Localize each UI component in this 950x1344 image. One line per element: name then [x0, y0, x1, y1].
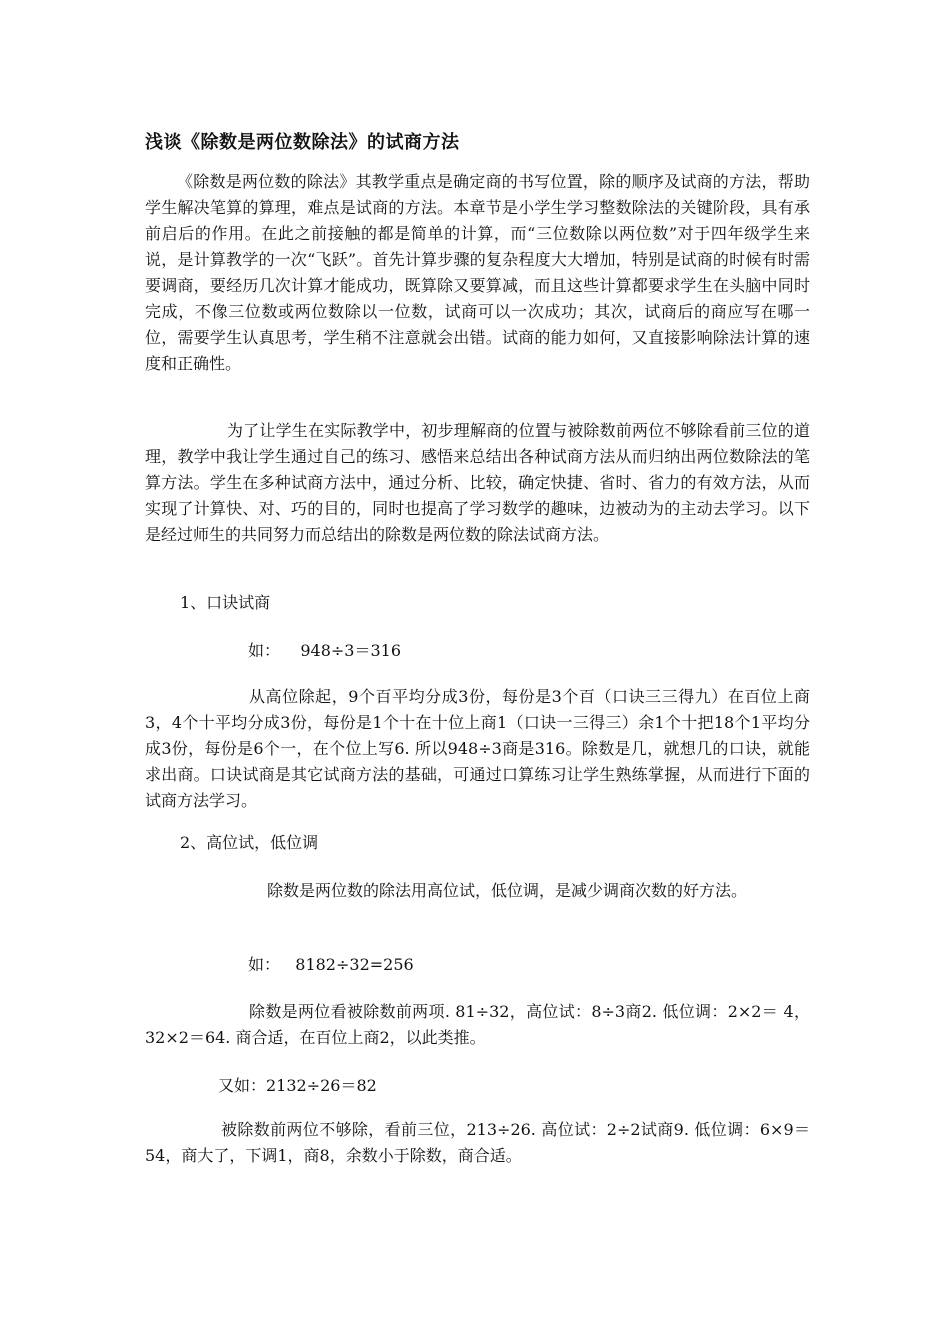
paragraph-method-overview: 为了让学生在实际教学中，初步理解商的位置与被除数前两位不够除看前三位的道理，教学中我让学生通过自己的练习、感悟来总结出各种试商方法从而归纳出两位数除法的笔算方法。学生在多种试商方法中，通过分析、比较，确定快捷、省时、省力的有效方法，从而实现了计算快、对、巧的目的，同时也提高了学习数学的趣味，边被动为的主动去学习。以下是经过师生的共同努力而总结出的除数是两位数的除法试商方法。 — [145, 421, 810, 544]
paragraph-example-3: 被除数前两位不够除，看前三位，213÷26. 高位试：2÷2试商9. 低位调：6×9＝54，商大了，下调1，商8，余数小于除数，商合适。 — [145, 1120, 810, 1165]
example-3: 又如：2132÷26＝82 — [218, 1076, 377, 1095]
paragraph-gaowei: 除数是两位数的除法用高位试，低位调，是减少调商次数的好方法。 — [267, 881, 748, 900]
paragraph-intro: 《除数是两位数的除法》其教学重点是确定商的书写位置，除的顺序及试商的方法，帮助学生解决笔算的算理，难点是试商的方法。本章节是小学生学习整数除法的关键阶段，具有承前启后的作用。在此之前接触的都是简单的计算，而“三位数除以两位数”对于四年级学生来说，是计算教学的一次“飞跃”。首先计算步骤的复杂程度大大增加，特别是试商的时候有时需要调商，要经历几次计算才能成功，既算除又要算减，而且这些计算都要求学生在头脑中同时完成，不像三位数或两位数除以一位数，试商可以一次成功；其次，试商后的商应写在哪一位，需要学生认真思考，学生稍不注意就会出错。试商的能力如何，又直接影响除法计算的速度和正确性。 — [145, 172, 810, 373]
paragraph-example-2: 除数是两位看被除数前两项. 81÷32，高位试：8÷3商2. 低位调：2×2＝ 4， 32×2＝64. 商合适，在百位上商2，以此类推。 — [145, 1002, 810, 1047]
section-heading-1: 1、口诀试商 — [180, 593, 271, 612]
example-1: 如： 948÷3＝316 — [248, 641, 402, 660]
example-2: 如： 8182÷32=256 — [248, 955, 414, 974]
section-heading-2: 2、高位试，低位调 — [180, 833, 319, 852]
document-title: 浅谈《除数是两位数除法》的试商方法 — [145, 132, 460, 153]
paragraph-koujue: 从高位除起，9个百平均分成3份，每份是3个百（口诀三三得九）在百位上商3，4个十平均分成3份，每份是1个十在十位上商1（口诀一三得三）余1个十把18个1平均分成3份，每份是6个一，在个位上写6. 所以948÷3商是316。除数是几，就想几的口诀，就能求出商。口诀试商是其它试商方法的基础，可通过口算练习让学生熟练掌握，从而进行下面的试商方法学习。 — [145, 687, 810, 810]
